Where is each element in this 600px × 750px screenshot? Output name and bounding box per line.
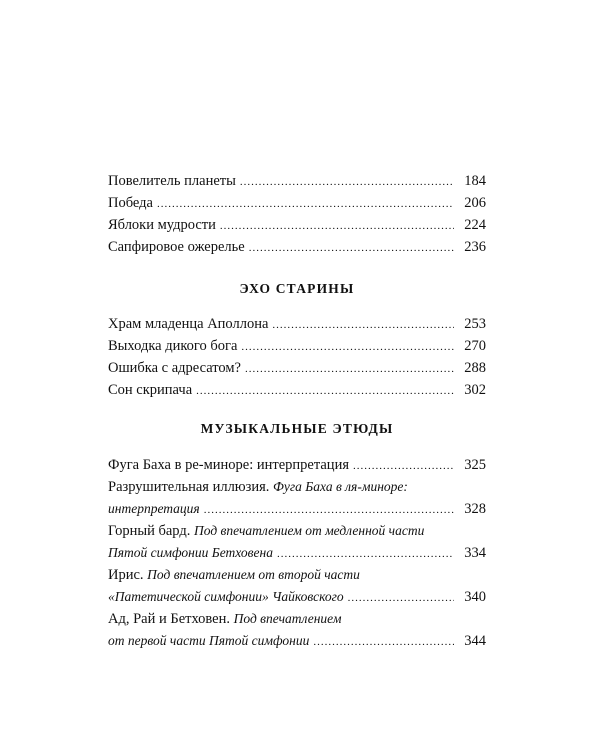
toc-entry-page: 224 (464, 217, 486, 233)
toc-section-music (108, 454, 486, 652)
toc-entry-title: Победа (108, 195, 153, 211)
section-heading-music: МУЗЫКАЛЬНЫЕ ЭТЮДЫ (200, 421, 394, 436)
toc-entry-title (108, 564, 360, 586)
leader-dots (272, 314, 454, 336)
toc-entry-line1[interactable] (108, 476, 486, 498)
toc-entry-title-sub: Под впечатлением (233, 611, 342, 626)
toc-entry-title-cont: «Патетической симфонии» Чайковского (108, 589, 344, 604)
toc-entry-title-main: Разрушительная иллюзия. (108, 479, 270, 495)
toc-entry-title-sub: Под впечатлением от медленной части (194, 523, 425, 538)
toc-entry[interactable] (108, 454, 486, 476)
toc-entry-title: Выходка дикого бога (108, 338, 238, 354)
leader-dots (348, 587, 454, 609)
toc-entry-page: 236 (464, 239, 486, 255)
toc-entry[interactable] (108, 379, 486, 401)
toc-entry-line1[interactable] (108, 608, 486, 630)
toc-entry-title-sub: Фуга Баха в ля-миноре: (273, 479, 408, 494)
toc-entry-title: Сапфировое ожерелье (108, 239, 245, 255)
toc-section-echo (108, 313, 486, 401)
toc-entry-title: Храм младенца Аполлона (108, 316, 269, 332)
toc-entry-title-cont: Пятой симфонии Бетховена (108, 545, 273, 560)
leader-dots (245, 358, 454, 380)
leader-dots (313, 631, 454, 653)
leader-dots (157, 193, 454, 215)
toc-entry[interactable] (108, 170, 486, 192)
leader-dots (241, 336, 454, 358)
toc-entry-title (108, 608, 341, 630)
leader-dots (196, 380, 454, 402)
toc-entry-line2[interactable] (108, 586, 486, 608)
leader-dots (204, 499, 454, 521)
leader-dots (240, 171, 454, 193)
toc-entry-title-sub: Под впечатлением от второй части (147, 567, 360, 582)
toc-entry-line2[interactable] (108, 498, 486, 520)
toc-entry-line2[interactable] (108, 630, 486, 652)
toc-entry[interactable] (108, 236, 486, 258)
toc-entry-title: Повелитель планеты (108, 173, 236, 189)
toc-entry-page: 340 (464, 589, 486, 605)
toc-entry-title: Сон скрипача (108, 382, 193, 398)
toc-entry-line2[interactable] (108, 542, 486, 564)
toc-entry[interactable] (108, 214, 486, 236)
toc-entry-page: 184 (464, 173, 486, 189)
toc-entry-page: 328 (464, 501, 486, 517)
section-heading-echo: ЭХО СТАРИНЫ (239, 281, 355, 296)
toc-entry[interactable] (108, 192, 486, 214)
toc-entry-page: 288 (464, 360, 486, 376)
toc-entry[interactable] (108, 335, 486, 357)
toc-entry-title-main: Ад, Рай и Бетховен. (108, 611, 230, 627)
toc-entry-page: 270 (464, 338, 486, 354)
toc-entry-title-main: Горный бард. (108, 523, 191, 539)
toc-entry-title: Яблоки мудрости (108, 217, 216, 233)
toc-entry-title: Ошибка с адресатом? (108, 360, 241, 376)
toc-entry-line1[interactable] (108, 564, 486, 586)
toc-entry-title-main: Ирис. (108, 567, 144, 583)
leader-dots (277, 543, 454, 565)
toc-entry[interactable] (108, 313, 486, 335)
toc-section-top (108, 170, 486, 258)
toc-entry-line1[interactable] (108, 520, 486, 542)
toc-entry-page: 302 (464, 382, 486, 398)
toc-entry-title (108, 476, 408, 498)
toc-entry-title: Фуга Баха в ре-миноре: интерпретация (108, 457, 349, 473)
toc-entry-page: 325 (464, 457, 486, 473)
leader-dots (249, 237, 454, 259)
toc-entry-page: 334 (464, 545, 486, 561)
toc-entry[interactable] (108, 357, 486, 379)
toc-entry-page: 206 (464, 195, 486, 211)
toc-entry-title-cont: интерпретация (108, 501, 200, 516)
leader-dots (353, 455, 454, 477)
toc-entry-title-cont: от первой части Пятой симфонии (108, 633, 310, 648)
toc-entry-page: 253 (464, 316, 486, 332)
toc-entry-title (108, 520, 424, 542)
leader-dots (220, 215, 454, 237)
toc-entry-page: 344 (464, 633, 486, 649)
